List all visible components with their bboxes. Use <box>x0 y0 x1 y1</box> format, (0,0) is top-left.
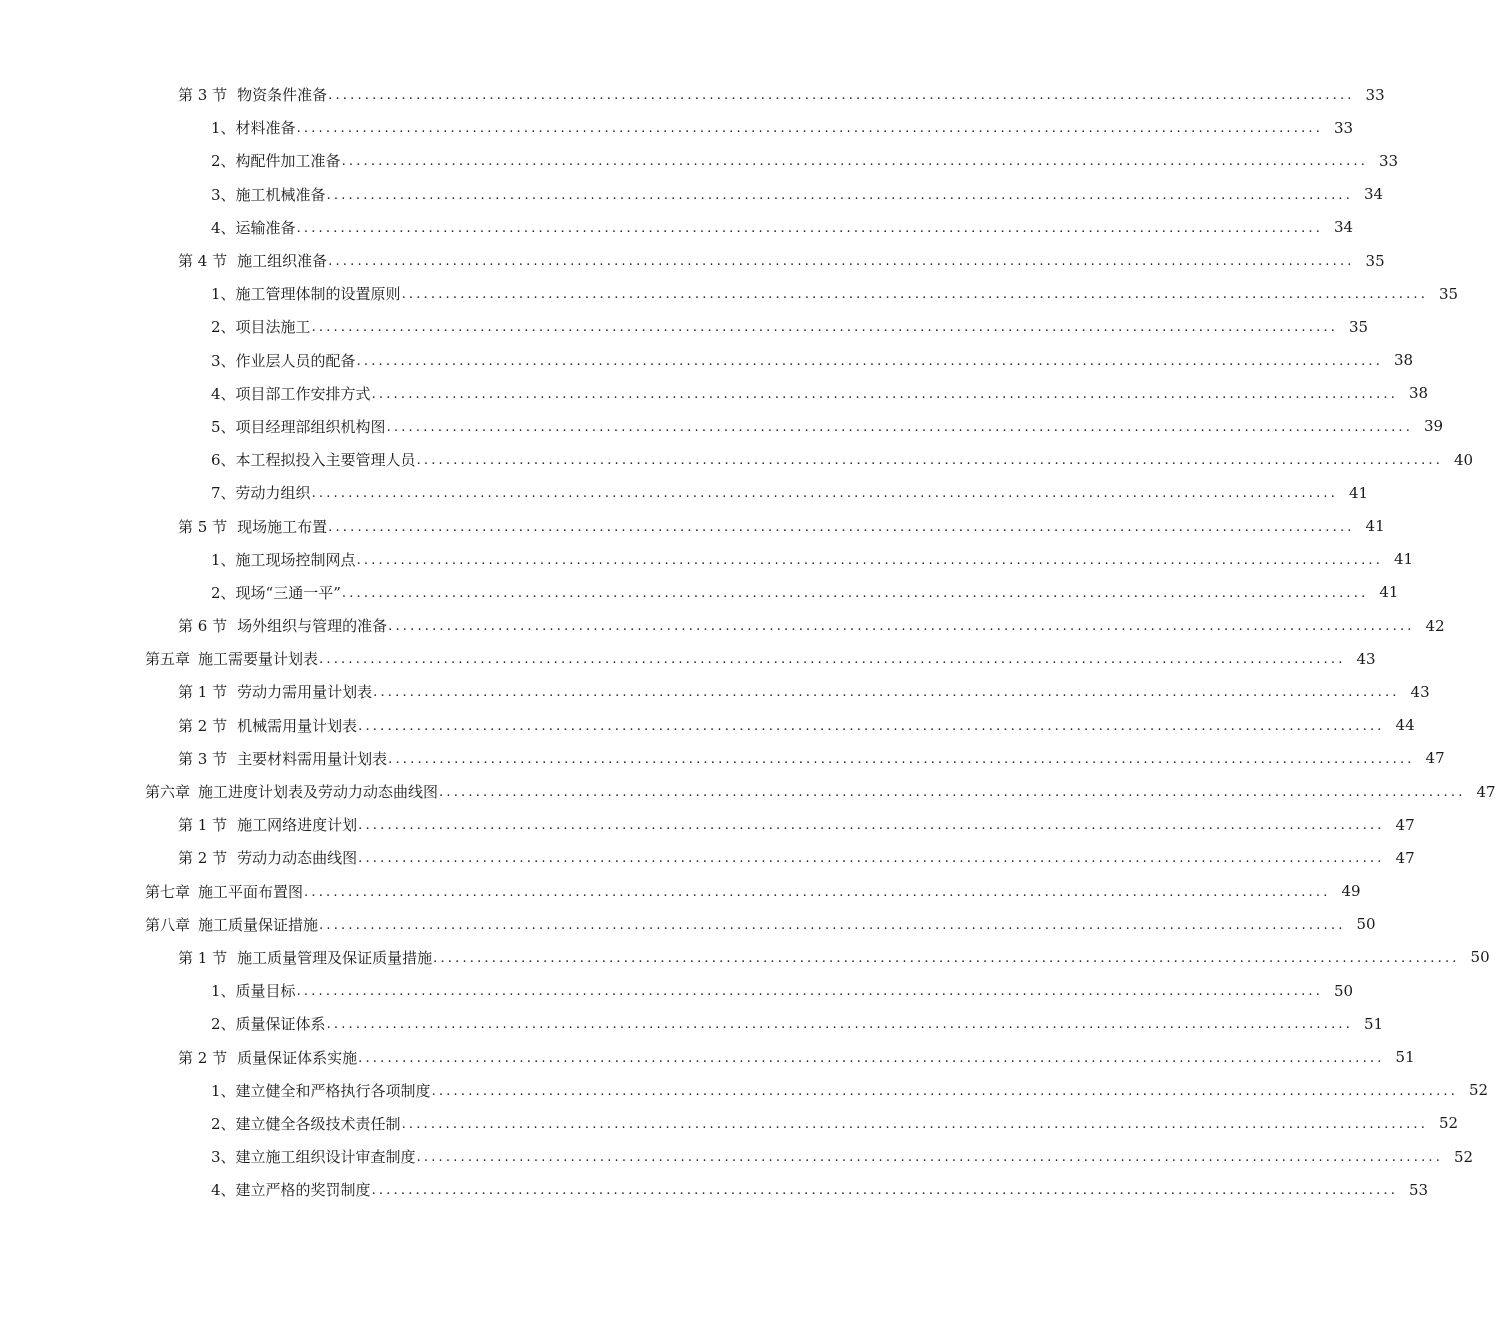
toc-entry-page-number: 50 <box>1356 915 1376 934</box>
toc-entry-page-number: 33 <box>1379 151 1399 170</box>
toc-entry-title: 建立施工组织设计审查制度 <box>235 1148 416 1167</box>
dot-leader: ............................................................................................................................................ <box>431 1083 1459 1099</box>
toc-entry-page-number: 52 <box>1469 1081 1489 1100</box>
dot-leader: ............................................................................................................................................ <box>358 851 1385 867</box>
toc-entry-number: 2、 <box>211 583 236 602</box>
dot-leader: ............................................................................................................................................ <box>296 220 1324 236</box>
toc-entry-title: 施工平面布置图 <box>198 882 304 901</box>
dot-leader: ............................................................................................................................................ <box>356 353 1384 369</box>
toc-entry-number: 1、 <box>211 550 236 569</box>
toc-entry-page-number: 38 <box>1394 351 1414 370</box>
toc-entry[interactable] <box>0 410 1444 443</box>
toc-entry-number: 2、 <box>211 1114 236 1133</box>
toc-entry-title: 现场“三通一平” <box>235 583 341 602</box>
toc-entry[interactable] <box>0 1040 1415 1073</box>
dot-leader: ............................................................................................................................................ <box>328 254 1355 270</box>
toc-entry[interactable] <box>0 111 1354 144</box>
dot-leader: ............................................................................................................................................ <box>358 718 1385 734</box>
toc-entry[interactable] <box>0 443 1474 476</box>
dot-leader: ............................................................................................................................................ <box>373 685 1400 701</box>
toc-entry-page-number: 43 <box>1410 682 1430 701</box>
dot-leader: ............................................................................................................................................ <box>371 386 1399 402</box>
toc-entry[interactable] <box>0 709 1415 742</box>
toc-entry[interactable] <box>0 841 1415 874</box>
toc-entry[interactable] <box>0 609 1445 642</box>
toc-entry-number: 5、 <box>211 417 236 436</box>
dot-leader: ............................................................................................................................................ <box>296 984 1324 1000</box>
toc-entry-page-number: 34 <box>1334 218 1354 237</box>
toc-entry-title: 项目经理部组织机构图 <box>235 417 386 436</box>
dot-leader: ............................................................................................................................................ <box>433 950 1460 966</box>
toc-entry-page-number: 49 <box>1341 882 1361 901</box>
toc-entry-page-number: 47 <box>1395 815 1415 834</box>
dot-leader: ............................................................................................................................................ <box>401 287 1429 303</box>
toc-entry[interactable] <box>0 244 1385 277</box>
toc-entry[interactable] <box>0 277 1459 310</box>
toc-entry-number: 第五章 <box>145 650 191 669</box>
dot-leader: ............................................................................................................................................ <box>326 187 1354 203</box>
toc-entry-title: 劳动力组织 <box>235 484 311 503</box>
dot-leader: ............................................................................................................................................ <box>311 486 1339 502</box>
dot-leader: ............................................................................................................................................ <box>388 751 1415 767</box>
toc-entry-page-number: 50 <box>1334 981 1354 1000</box>
toc-entry-title: 材料准备 <box>235 119 296 138</box>
toc-entry-number: 第 2 节 <box>178 1048 228 1067</box>
toc-entry-number: 第 2 节 <box>178 849 228 868</box>
toc-entry-page-number: 33 <box>1365 85 1385 104</box>
toc-entry-page-number: 52 <box>1454 1147 1474 1166</box>
dot-leader: ............................................................................................................................................ <box>319 652 1346 668</box>
toc-entry-page-number: 51 <box>1364 1014 1384 1033</box>
toc-entry-title: 构配件加工准备 <box>235 152 341 171</box>
toc-entry-page-number: 41 <box>1365 517 1385 536</box>
toc-entry-title: 主要材料需用量计划表 <box>237 749 388 768</box>
toc-entry[interactable] <box>0 742 1445 775</box>
toc-entry[interactable] <box>0 1107 1459 1140</box>
toc-entry[interactable] <box>0 344 1414 377</box>
toc-entry-page-number: 39 <box>1424 417 1444 436</box>
toc-entry-number: 第 4 节 <box>178 252 228 271</box>
toc-entry-title: 施工组织准备 <box>237 252 328 271</box>
dot-leader: ............................................................................................................................................ <box>439 785 1466 801</box>
toc-entry-title: 运输准备 <box>235 218 296 237</box>
dot-leader: ............................................................................................................................................ <box>328 519 1355 535</box>
toc-entry-title: 质量保证体系 <box>235 1015 326 1034</box>
dot-leader: ............................................................................................................................................ <box>416 1150 1444 1166</box>
toc-entry[interactable] <box>0 543 1414 576</box>
toc-entry-title: 建立健全各级技术责任制 <box>235 1114 401 1133</box>
toc-entry-title: 项目法施工 <box>235 318 311 337</box>
toc-entry-title: 劳动力动态曲线图 <box>237 849 358 868</box>
toc-entry-number: 第 2 节 <box>178 716 228 735</box>
toc-entry-page-number: 47 <box>1425 749 1445 768</box>
toc-entry-title: 施工需要量计划表 <box>198 650 319 669</box>
toc-entry-number: 第 5 节 <box>178 517 228 536</box>
toc-entry-number: 1、 <box>211 119 236 138</box>
dot-leader: ............................................................................................................................................ <box>341 154 1369 170</box>
toc-entry-number: 第六章 <box>145 783 191 802</box>
toc-entry-number: 第 1 节 <box>178 816 228 835</box>
toc-entry-title: 施工质量保证措施 <box>198 915 319 934</box>
dot-leader: ............................................................................................................................................ <box>358 1050 1385 1066</box>
dot-leader: ............................................................................................................................................ <box>386 419 1414 435</box>
dot-leader: ............................................................................................................................................ <box>341 585 1369 601</box>
dot-leader: ............................................................................................................................................ <box>388 619 1415 635</box>
toc-entry-number: 1、 <box>211 285 236 304</box>
toc-entry-number: 3、 <box>211 351 236 370</box>
toc-entry-title: 劳动力需用量计划表 <box>237 683 373 702</box>
toc-entry[interactable] <box>0 1007 1384 1040</box>
toc-entry-number: 4、 <box>211 384 236 403</box>
toc-entry[interactable] <box>0 178 1384 211</box>
dot-leader: ............................................................................................................................................ <box>311 320 1339 336</box>
toc-entry-title: 物资条件准备 <box>237 86 328 105</box>
toc-entry-number: 2、 <box>211 152 236 171</box>
dot-leader: ............................................................................................................................................ <box>328 88 1355 104</box>
toc-entry-page-number: 35 <box>1439 284 1459 303</box>
toc-entry[interactable] <box>0 908 1376 941</box>
toc-entry[interactable] <box>0 808 1415 841</box>
toc-entry-number: 1、 <box>211 1081 236 1100</box>
toc-entry-page-number: 51 <box>1395 1048 1415 1067</box>
toc-entry-title: 场外组织与管理的准备 <box>237 617 388 636</box>
toc-entry[interactable] <box>0 642 1376 675</box>
toc-entry-title: 施工管理体制的设置原则 <box>235 285 401 304</box>
toc-entry-number: 6、 <box>211 451 236 470</box>
toc-entry-page-number: 41 <box>1349 483 1369 502</box>
toc-entry-number: 第 1 节 <box>178 683 228 702</box>
toc-entry-page-number: 53 <box>1409 1180 1429 1199</box>
toc-entry[interactable] <box>0 1173 1429 1206</box>
toc-entry-title: 建立严格的奖罚制度 <box>235 1181 371 1200</box>
toc-entry-number: 第 1 节 <box>178 948 228 967</box>
toc-entry-title: 建立健全和严格执行各项制度 <box>235 1081 431 1100</box>
toc-entry-number: 1、 <box>211 982 236 1001</box>
toc-entry-title: 质量目标 <box>235 982 296 1001</box>
dot-leader: ............................................................................................................................................ <box>401 1116 1429 1132</box>
toc-entry-page-number: 40 <box>1454 450 1474 469</box>
toc-entry-title: 施工现场控制网点 <box>235 550 356 569</box>
toc-entry-title: 质量保证体系实施 <box>237 1048 358 1067</box>
toc-entry-page-number: 50 <box>1470 948 1490 967</box>
table-of-contents <box>0 78 1496 1206</box>
toc-entry[interactable] <box>0 675 1430 708</box>
toc-entry[interactable] <box>0 78 1385 111</box>
toc-entry[interactable] <box>0 875 1361 908</box>
dot-leader: ............................................................................................................................................ <box>358 818 1385 834</box>
dot-leader: ............................................................................................................................................ <box>304 884 1331 900</box>
toc-entry[interactable] <box>0 476 1369 509</box>
toc-entry-title: 作业层人员的配备 <box>235 351 356 370</box>
dot-leader: ............................................................................................................................................ <box>416 453 1444 469</box>
toc-entry-number: 4、 <box>211 218 236 237</box>
toc-entry[interactable] <box>0 576 1399 609</box>
toc-entry[interactable] <box>0 377 1429 410</box>
toc-entry-number: 第八章 <box>145 915 191 934</box>
toc-entry-number: 4、 <box>211 1181 236 1200</box>
toc-entry-title: 本工程拟投入主要管理人员 <box>235 451 416 470</box>
toc-entry-page-number: 34 <box>1364 185 1384 204</box>
toc-entry-title: 施工质量管理及保证质量措施 <box>237 948 433 967</box>
toc-entry-title: 现场施工布置 <box>237 517 328 536</box>
toc-entry-page-number: 47 <box>1476 782 1496 801</box>
toc-entry-page-number: 47 <box>1395 848 1415 867</box>
toc-entry-page-number: 38 <box>1409 384 1429 403</box>
toc-entry-page-number: 52 <box>1439 1114 1459 1133</box>
toc-entry[interactable] <box>0 310 1369 343</box>
toc-entry[interactable] <box>0 941 1490 974</box>
toc-entry[interactable] <box>0 974 1354 1007</box>
toc-entry-number: 3、 <box>211 185 236 204</box>
toc-entry-page-number: 35 <box>1349 317 1369 336</box>
toc-entry[interactable] <box>0 211 1354 244</box>
toc-entry-number: 第 6 节 <box>178 617 228 636</box>
toc-entry-page-number: 42 <box>1425 616 1445 635</box>
toc-entry-number: 7、 <box>211 484 236 503</box>
dot-leader: ............................................................................................................................................ <box>326 1017 1354 1033</box>
dot-leader: ............................................................................................................................................ <box>319 917 1346 933</box>
toc-entry-number: 2、 <box>211 1015 236 1034</box>
toc-entry-number: 第七章 <box>145 882 191 901</box>
toc-entry[interactable] <box>0 1140 1474 1173</box>
toc-entry-number: 第 3 节 <box>178 749 228 768</box>
toc-entry-page-number: 33 <box>1334 118 1354 137</box>
toc-entry-number: 3、 <box>211 1148 236 1167</box>
toc-entry-page-number: 43 <box>1356 649 1376 668</box>
toc-entry[interactable] <box>0 1074 1489 1107</box>
toc-entry-number: 第 3 节 <box>178 86 228 105</box>
toc-entry-number: 2、 <box>211 318 236 337</box>
toc-entry[interactable] <box>0 775 1496 808</box>
toc-entry-title: 项目部工作安排方式 <box>235 384 371 403</box>
toc-entry-title: 施工机械准备 <box>235 185 326 204</box>
toc-entry-page-number: 35 <box>1365 251 1385 270</box>
toc-entry-title: 施工进度计划表及劳动力动态曲线图 <box>198 783 439 802</box>
dot-leader: ............................................................................................................................................ <box>356 552 1384 568</box>
toc-entry-page-number: 44 <box>1395 716 1415 735</box>
dot-leader: ............................................................................................................................................ <box>296 121 1324 137</box>
toc-entry-title: 机械需用量计划表 <box>237 716 358 735</box>
toc-entry[interactable] <box>0 144 1399 177</box>
toc-entry-page-number: 41 <box>1394 550 1414 569</box>
toc-entry[interactable] <box>0 509 1385 542</box>
dot-leader: ............................................................................................................................................ <box>371 1183 1399 1199</box>
toc-entry-page-number: 41 <box>1379 583 1399 602</box>
toc-entry-title: 施工网络进度计划 <box>237 816 358 835</box>
